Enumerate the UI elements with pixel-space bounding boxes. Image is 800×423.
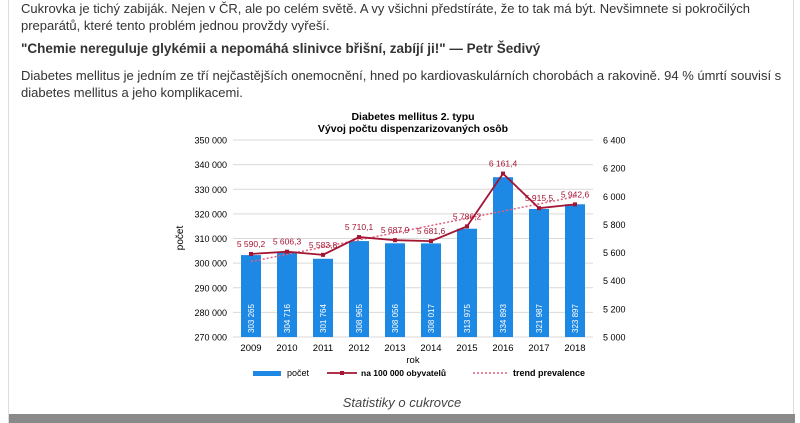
- prevalence-value-label: 5 942,6: [560, 189, 590, 200]
- bar-value-label: 308 056: [391, 304, 400, 333]
- x-tick-label: 2014: [420, 343, 442, 354]
- bar-value-label: 323 897: [571, 304, 580, 333]
- y2-tick-label: 6 000: [603, 191, 626, 202]
- legend-line-marker: [340, 371, 344, 375]
- prevalence-point: [321, 253, 325, 257]
- prevalence-point: [573, 202, 577, 206]
- x-tick-label: 2010: [276, 343, 298, 354]
- prevalence-point: [429, 239, 433, 243]
- bar-value-label: 334 893: [499, 304, 508, 333]
- chart-caption: Statistiky o cukrovce: [342, 395, 462, 410]
- prevalence-point: [501, 172, 505, 176]
- bar-value-label: 321 987: [535, 304, 544, 333]
- y-tick-label: 290 000: [194, 283, 227, 294]
- prevalence-point: [285, 250, 289, 254]
- y-tick-label: 280 000: [194, 307, 227, 318]
- prevalence-point: [249, 252, 253, 256]
- y-tick-label: 350 000: [194, 135, 227, 146]
- x-tick-label: 2017: [528, 343, 550, 354]
- x-tick-label: 2012: [348, 343, 370, 354]
- diabetes-chart: [161, 108, 641, 388]
- y-tick-label: 300 000: [194, 258, 227, 269]
- y2-tick-label: 6 200: [603, 163, 626, 174]
- article-page: [8, 0, 794, 423]
- bar-value-label: 308 017: [427, 304, 436, 333]
- x-tick-label: 2009: [240, 343, 262, 354]
- y2-tick-label: 5 800: [603, 219, 626, 230]
- trend-line: [251, 197, 575, 262]
- prevalence-value-label: 5 583,8: [308, 239, 338, 250]
- diabetes-paragraph: Diabetes mellitus je jedním ze tří nejčastějších onemocnění, hned po kardiovaskulárních chorobách a rakovině. 94 % úmrtí souvisí s diabetes mellitus a jeho komplikacemi.: [21, 68, 782, 100]
- prevalence-point: [357, 235, 361, 239]
- prevalence-value-label: 5 681,6: [416, 226, 446, 237]
- legend-bar-label: počet: [287, 368, 310, 378]
- x-tick-label: 2018: [564, 343, 586, 354]
- x-tick-label: 2011: [312, 343, 334, 354]
- y-tick-label: 330 000: [194, 184, 227, 195]
- quote-heading: "Chemie nereguluje glykémii a nepomáhá slinivce břišní, zabíjí ji!" — Petr Šedivý: [21, 41, 541, 56]
- chart-subtitle: Vývoj počtu dispenzarizovaných osôb: [317, 123, 509, 135]
- prevalence-value-label: 5 590,2: [236, 238, 266, 249]
- x-tick-label: 2013: [384, 343, 406, 354]
- prevalence-value-label: 5 915,5: [524, 193, 554, 204]
- x-tick-label: 2016: [492, 343, 514, 354]
- y2-tick-label: 5 200: [603, 304, 626, 315]
- x-tick-label: 2015: [456, 343, 478, 354]
- prevalence-value-label: 5 786,2: [452, 211, 482, 222]
- x-axis-label: rok: [406, 355, 420, 366]
- y2-tick-label: 5 400: [603, 276, 626, 287]
- legend-line-label: na 100 000 obyvatelů: [361, 368, 447, 378]
- prevalence-value-label: 5 710,1: [344, 222, 374, 233]
- y-tick-label: 320 000: [194, 209, 227, 220]
- prevalence-value-label: 5 687,9: [380, 225, 410, 236]
- chart-svg: [161, 108, 641, 388]
- prevalence-value-label: 5 606,3: [272, 236, 302, 247]
- bar-value-label: 304 716: [283, 304, 292, 333]
- y-axis-label: počet: [175, 225, 186, 251]
- y-tick-label: 270 000: [194, 332, 227, 343]
- intro-paragraph: Cukrovka je tichý zabiják. Nejen v ČR, ale po celém světě. A vy všichni předstíráte, že to tak má být. Nevšimnete si pokročilých preparátů, které tento problém jednou provždy vyřeší.: [21, 1, 751, 33]
- legend-bar-swatch: [253, 371, 281, 376]
- prevalence-point: [537, 206, 541, 210]
- prevalence-point: [465, 224, 469, 228]
- bar-value-label: 301 764: [319, 304, 328, 333]
- bar-value-label: 308 965: [355, 304, 364, 333]
- y-tick-label: 310 000: [194, 234, 227, 244]
- y2-tick-label: 6 400: [603, 135, 626, 146]
- y2-tick-label: 5 600: [603, 248, 626, 259]
- bottom-divider-bar: [9, 414, 795, 423]
- bar-value-label: 303 265: [247, 304, 256, 333]
- y2-tick-label: 5 000: [603, 332, 626, 343]
- prevalence-point: [393, 238, 397, 242]
- y-tick-label: 340 000: [194, 160, 227, 171]
- bar-value-label: 313 975: [463, 304, 472, 333]
- chart-title: Diabetes mellitus 2. typu: [351, 111, 475, 123]
- legend-trend-label: trend prevalence: [513, 368, 586, 378]
- prevalence-value-label: 6 161,4: [488, 158, 518, 169]
